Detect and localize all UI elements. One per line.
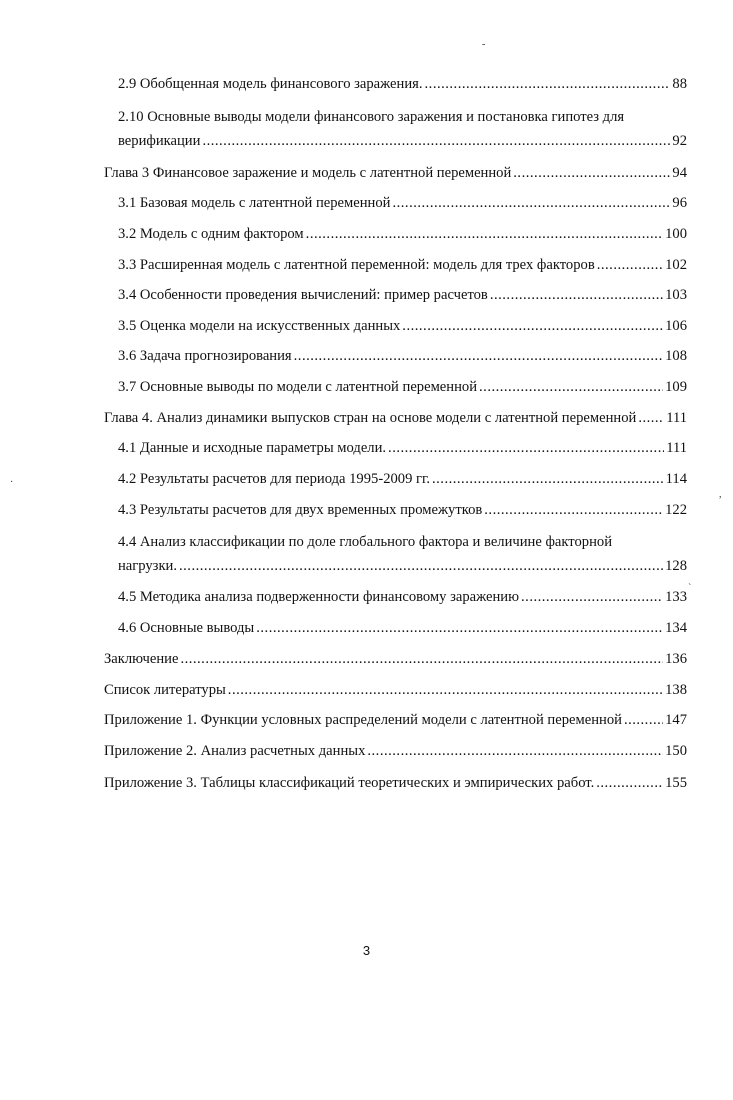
toc-entry-page: 150 [665,743,687,759]
dot-leader [513,165,670,181]
dot-leader [432,471,664,487]
toc-entry-title: 3.7 Основные выводы по модели с латентной переменной [118,379,478,395]
toc-entry-title: 4.3 Результаты расчетов для двух временных промежутков [118,502,483,518]
toc-entry-appendix-2 [104,743,687,759]
toc-entry-page: 114 [665,471,687,487]
dot-leader [521,589,663,605]
toc-entry-title: 3.1 Базовая модель с латентной переменной [118,195,391,211]
toc-entry-title: Глава 3 Финансовое заражение и модель с латентной переменной [104,165,512,181]
toc-entry-page: 109 [665,379,687,395]
toc-entry-title: 3.2 Модель с одним фактором [118,226,304,242]
toc-entry-conclusion [104,651,687,667]
dot-leader [388,440,664,456]
toc-entry-3-7 [118,379,687,395]
toc-entry-4-3 [118,502,687,518]
toc-entry-3-2 [118,226,687,242]
toc-entry-title: Приложение 1. Функции условных распределений модели с латентной переменной [104,712,622,728]
toc-entry-page: 136 [665,651,687,667]
dot-leader [425,76,671,92]
toc-entry-title: верификации [118,133,201,149]
toc-entry-2-10 [118,133,687,149]
dot-leader [294,348,663,364]
toc-entry-3-1 [118,195,687,211]
toc-entry-4-5 [118,589,687,605]
toc-entry-title: Приложение 2. Анализ расчетных данных [104,743,366,759]
toc-entry-title: 2.9 Обобщенная модель финансового заражения. [118,76,423,92]
toc-entry-3-6 [118,348,687,364]
dot-leader [402,318,663,334]
toc-entry-3-3 [118,257,687,273]
toc-entry-title: 4.5 Методика анализа подверженности финансовому заражению [118,589,520,605]
scan-speck: · [10,477,14,488]
toc-entry-page: 138 [665,682,687,698]
toc-entry-4-6 [118,620,687,636]
toc-entry-page: 94 [672,165,687,181]
toc-entry-chapter-3 [104,165,687,181]
dot-leader [367,743,663,759]
toc-entry-page: 102 [665,257,687,273]
toc-entry-title: 3.6 Задача прогнозирования [118,348,292,364]
toc-entry-page: 128 [665,558,687,574]
toc-entry-page: 111 [666,440,687,456]
toc-entry-page: 108 [665,348,687,364]
toc-entry-page: 155 [665,775,687,791]
toc-entry-title: 4.2 Результаты расчетов для периода 1995-2009 гг. [118,471,430,487]
toc-entry-page: 96 [672,195,687,211]
toc-entry-references [104,682,687,698]
toc-entry-2-10-line1: 2.10 Основные выводы модели финансового заражения и постановка гипотез для [118,109,625,125]
toc-entry-title: 3.3 Расширенная модель с латентной переменной: модель для трех факторов [118,257,595,273]
toc-entry-page: 111 [666,410,687,426]
toc-entry-4-2 [118,471,687,487]
dot-leader [228,682,663,698]
toc-entry-title: 3.5 Оценка модели на искусственных данных [118,318,401,334]
toc-entry-title: Заключение [104,651,179,667]
dot-leader [479,379,663,395]
toc-entry-4-4-line1: 4.4 Анализ классификации по доле глобального фактора и величине факторной [118,534,612,550]
toc-entry-page: 103 [665,287,687,303]
dot-leader [597,257,663,273]
dot-leader [624,712,663,728]
dot-leader [202,133,670,149]
toc-entry-page: 106 [665,318,687,334]
dot-leader [490,287,663,303]
toc-entry-appendix-3 [104,775,687,791]
toc-entry-page: 100 [665,226,687,242]
dot-leader [484,502,663,518]
toc-entry-title: нагрузки. [118,558,177,574]
dot-leader [638,410,664,426]
toc-entry-page: 147 [665,712,687,728]
toc-entry-title: 4.1 Данные и исходные параметры модели. [118,440,387,456]
toc-entry-appendix-1 [104,712,687,728]
toc-entry-chapter-4 [104,410,687,426]
toc-entry-page: 92 [672,133,687,149]
toc-entry-page: 88 [672,76,687,92]
toc-entry-page: 134 [665,620,687,636]
toc-entry-4-1 [118,440,687,456]
toc-entry-title: Приложение 3. Таблицы классификаций теоретических и эмпирических работ. [104,775,595,791]
toc-entry-title: 4.6 Основные выводы [118,620,255,636]
page-number: 3 [362,943,371,958]
toc-entry-title: 3.4 Особенности проведения вычислений: пример расчетов [118,287,488,303]
dot-leader [179,558,663,574]
toc-entry-page: 122 [665,502,687,518]
scan-speck: , [719,489,722,500]
scan-speck: ` [688,583,692,594]
toc-entry-3-4 [118,287,687,303]
dot-leader [306,226,663,242]
dot-leader [596,775,663,791]
dot-leader [392,195,670,211]
toc-entry-title: Список литературы [104,682,226,698]
dot-leader [256,620,663,636]
toc-entry-4-4 [118,558,687,574]
toc-entry-3-5 [118,318,687,334]
dot-leader [180,651,663,667]
toc-entry-title: Глава 4. Анализ динамики выпусков стран на основе модели с латентной переменной [104,410,637,426]
scan-speck: - [482,39,486,50]
toc-entry-page: 133 [665,589,687,605]
toc-entry-2-9 [118,76,687,92]
